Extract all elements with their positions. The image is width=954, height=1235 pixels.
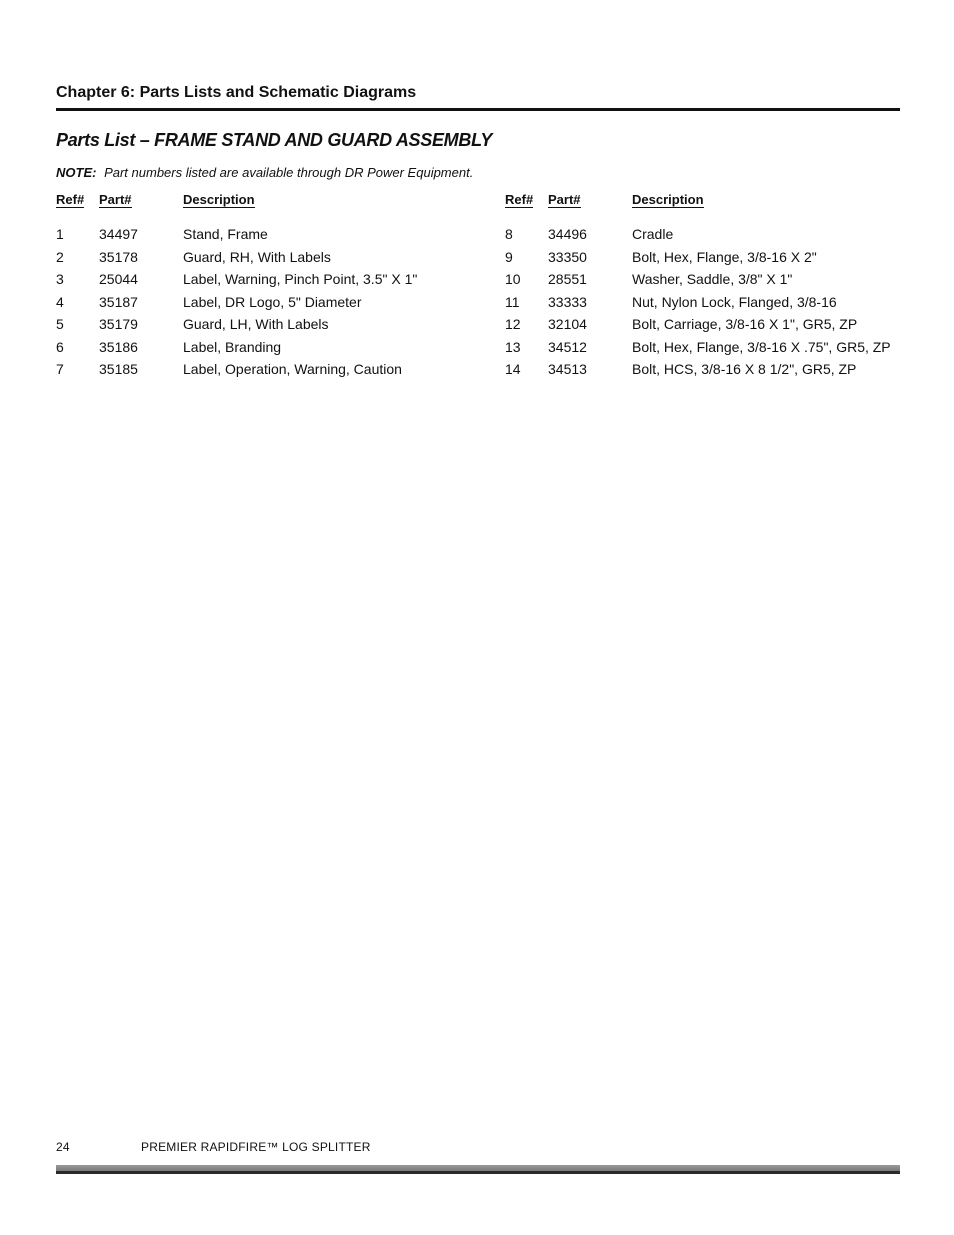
cell-ref: 2 [56,248,64,265]
cell-part: 34513 [548,361,587,377]
cell-part: 35187 [99,293,138,310]
table-row [505,291,891,314]
cell-ref: 14 [505,361,521,377]
cell-part: 25044 [99,271,138,287]
cell-part: 35186 [99,338,138,355]
note-label: NOTE: [56,165,97,180]
cell-description: Bolt, HCS, 3/8-16 X 8 1/2", GR5, ZP [632,361,857,377]
cell-description: Label, Warning, Pinch Point, 3.5" X 1" [183,271,418,287]
cell-ref: 8 [505,226,513,242]
cell-description: Stand, Frame [183,226,268,242]
cell-description: Nut, Nylon Lock, Flanged, 3/8-16 [632,293,837,310]
footer-rule [56,1165,900,1174]
cell-part: 28551 [548,271,587,287]
section-title: Parts List – FRAME STAND AND GUARD ASSEMBLY [56,130,493,150]
page-number: 24 [56,1140,70,1154]
cell-ref: 6 [56,338,64,355]
cell-ref: 12 [505,316,521,332]
cell-description: Guard, LH, With Labels [183,316,329,332]
cell-ref: 13 [505,338,521,355]
header-part: Part# [99,192,132,207]
cell-ref: 11 [505,293,520,310]
table-row [505,336,891,359]
cell-description: Bolt, Carriage, 3/8-16 X 1", GR5, ZP [632,316,858,332]
cell-ref: 1 [56,226,64,242]
cell-ref: 3 [56,271,64,287]
cell-description: Cradle [632,226,674,242]
footer-text [56,1138,900,1156]
parts-table-left [56,191,417,381]
table-row [505,358,891,381]
table-row [505,313,891,336]
table-row [56,313,417,336]
product-name: PREMIER RAPIDFIRE™ LOG SPLITTER [141,1140,371,1154]
page-footer [56,1138,900,1174]
table-row [56,246,417,269]
header-ref: Ref# [56,192,85,207]
cell-description: Guard, RH, With Labels [183,248,331,265]
header-description: Description [632,192,704,207]
cell-description: Label, Branding [183,338,282,355]
table-row [56,336,417,359]
cell-ref: 10 [505,271,521,287]
cell-part: 33350 [548,248,587,265]
cell-ref: 7 [56,361,64,377]
header-description: Description [183,192,255,207]
header-ref: Ref# [505,192,534,207]
cell-description: Washer, Saddle, 3/8" X 1" [632,271,793,287]
note [56,164,473,182]
table-row [505,246,891,269]
table-row [56,358,417,381]
cell-description: Bolt, Hex, Flange, 3/8-16 X .75", GR5, ZP [632,338,891,355]
parts-table-right [505,191,891,381]
table-row [56,223,417,246]
table-row [56,268,417,291]
page-header [56,82,900,111]
cell-ref: 5 [56,316,64,332]
cell-part: 34497 [99,226,138,242]
header-rule [56,108,900,111]
header-part: Part# [548,192,581,207]
table-row [56,291,417,314]
cell-part: 35178 [99,248,138,265]
cell-part: 33333 [548,293,587,310]
table-header [56,191,417,211]
cell-part: 32104 [548,316,587,332]
cell-part: 35179 [99,316,138,332]
chapter-title: Chapter 6: Parts Lists and Schematic Diagrams [56,84,417,101]
table-row [505,268,891,291]
cell-description: Bolt, Hex, Flange, 3/8-16 X 2" [632,248,817,265]
table-header [505,191,891,211]
table-row [505,223,891,246]
cell-ref: 9 [505,248,513,265]
cell-part: 34512 [548,338,587,355]
cell-description: Label, DR Logo, 5" Diameter [183,293,362,310]
cell-part: 35185 [99,361,138,377]
cell-description: Label, Operation, Warning, Caution [183,361,402,377]
note-text: Part numbers listed are available through DR Power Equipment. [104,165,474,180]
cell-part: 34496 [548,226,587,242]
cell-ref: 4 [56,293,64,310]
